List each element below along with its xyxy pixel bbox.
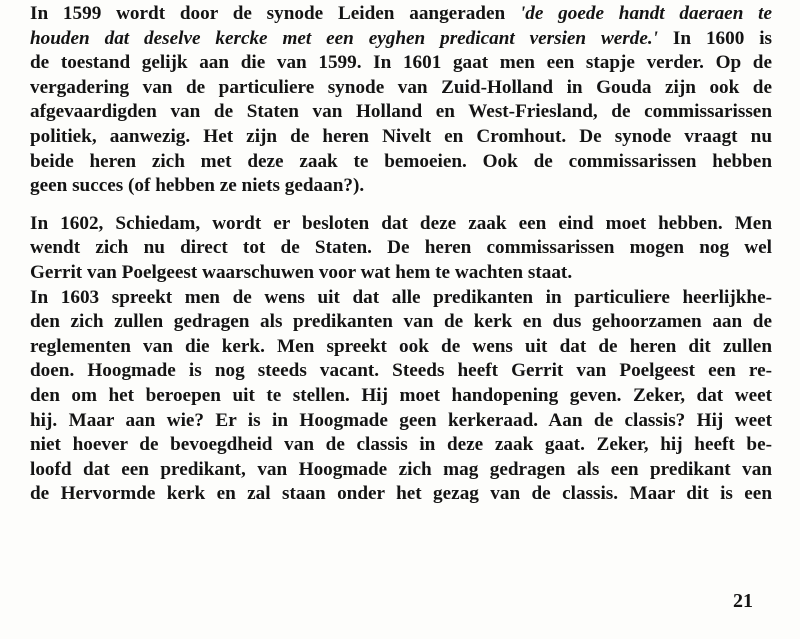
text-line xyxy=(30,310,772,335)
line-text: afgevaardigden van de Staten van Holland en West-Friesland, de commissarissen xyxy=(30,101,772,123)
line-text: beide heren zich met deze zaak te bemoeien. Ook de commissarissen hebben xyxy=(30,150,772,172)
text-line xyxy=(30,174,772,199)
quote-text: 'de goede handt daeraen te xyxy=(519,3,772,24)
text-line xyxy=(30,261,772,286)
page-number: 21 xyxy=(733,590,753,612)
line-text: de Hervormde kerk en zal staan onder het gezag van de classis. Maar dit is een xyxy=(30,483,772,505)
line-text: In 1600 is xyxy=(658,27,773,49)
line-text: niet hoever de bevoegdheid van de classis in deze zaak gaat. Zeker, hij heeft be- xyxy=(30,434,772,456)
paragraph-gap xyxy=(30,199,772,212)
paragraph xyxy=(30,286,772,507)
paragraph xyxy=(30,212,772,286)
text-line xyxy=(30,150,772,175)
line-text: de toestand gelijk aan die van 1599. In 1601 gaat men een stapje verder. Op de xyxy=(30,52,772,74)
text-line xyxy=(30,286,772,311)
line-text: den zich zullen gedragen als predikanten van de kerk en dus gehoorzamen aan de xyxy=(30,311,772,333)
line-text: reglementen van die kerk. Men spreekt ook de wens uit dat de heren dit zullen xyxy=(30,335,772,357)
text-line xyxy=(30,433,772,458)
text-line xyxy=(30,236,772,261)
line-text: hij. Maar aan wie? Er is in Hoogmade geen kerkeraad. Aan de classis? Hij weet xyxy=(30,409,772,431)
text-line xyxy=(30,359,772,384)
line-text: wendt zich nu direct tot de Staten. De heren commissarissen mogen nog wel xyxy=(30,237,772,259)
text-line xyxy=(30,482,772,507)
text-line xyxy=(30,384,772,409)
paragraph xyxy=(30,2,772,199)
line-text: politiek, aanwezig. Het zijn de heren Nivelt en Cromhout. De synode vraagt nu xyxy=(30,125,772,147)
line-text: vergadering van de particuliere synode van Zuid-Holland in Gouda zijn ook de xyxy=(30,76,772,98)
line-text: loofd dat een predikant, van Hoogmade zich mag gedragen als een predikant van xyxy=(30,458,772,480)
text-line xyxy=(30,335,772,360)
body-text xyxy=(30,2,772,507)
text-line xyxy=(30,409,772,434)
text-line xyxy=(30,76,772,101)
text-line xyxy=(30,100,772,125)
text-line xyxy=(30,212,772,237)
text-line xyxy=(30,2,772,27)
line-text: doen. Hoogmade is nog steeds vacant. Steeds heeft Gerrit van Poelgeest een re- xyxy=(30,360,772,382)
line-text: In 1603 spreekt men de wens uit dat alle predikanten in particuliere heerlijkhe- xyxy=(30,286,772,308)
line-text: In 1599 wordt door de synode Leiden aangeraden xyxy=(30,3,520,24)
quote-text: houden dat deselve kercke met een eyghen predicant versien werde.' xyxy=(30,27,659,49)
line-text: den om het beroepen uit te stellen. Hij moet handopening geven. Zeker, dat weet xyxy=(30,384,772,406)
line-text: geen succes (of hebben ze niets gedaan?). xyxy=(30,175,365,197)
line-text: In 1602, Schiedam, wordt er besloten dat deze zaak een eind moet hebben. Men xyxy=(30,212,772,234)
text-line xyxy=(30,125,772,150)
text-line xyxy=(30,458,772,483)
line-text: Gerrit van Poelgeest waarschuwen voor wat hem te wachten staat. xyxy=(30,261,573,283)
text-line xyxy=(30,51,772,76)
text-line xyxy=(30,27,772,52)
